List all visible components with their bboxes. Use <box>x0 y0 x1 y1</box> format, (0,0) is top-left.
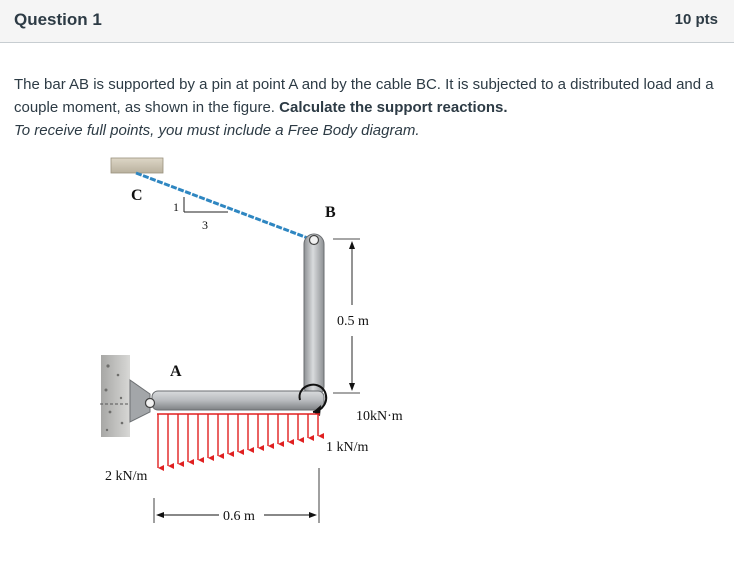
label-c: C <box>131 187 143 204</box>
pin-b <box>310 236 319 245</box>
load-right-label: 1 kN/m <box>326 440 369 455</box>
question-instruction: Calculate the support reactions. <box>279 99 508 116</box>
distributed-load <box>157 414 320 468</box>
question-main-text: The bar AB is supported by a pin at point A and by the cable BC. It is subjected to a distributed load and a couple moment, as shown in the figure. <box>14 76 714 116</box>
slope-run-label: 3 <box>202 218 208 232</box>
slope-indicator <box>173 197 228 232</box>
dim-horizontal-label: 0.6 m <box>223 509 255 524</box>
bar-horizontal <box>152 391 324 410</box>
label-a: A <box>170 363 182 380</box>
question-title: Question 1 <box>14 10 102 29</box>
slope-rise-label: 1 <box>173 200 179 214</box>
question-note: To receive full points, you must include a Free Body diagram. <box>14 122 420 139</box>
question-points: 10 pts <box>674 11 718 28</box>
label-b: B <box>325 204 336 221</box>
cable-bc <box>136 173 313 240</box>
dim-vertical-label: 0.5 m <box>337 314 369 329</box>
load-left-label: 2 kN/m <box>105 469 148 484</box>
ceiling-support <box>111 158 163 173</box>
moment-label: 10kN·m <box>356 409 403 424</box>
wall-support <box>100 355 130 437</box>
bar-vertical <box>304 234 324 396</box>
